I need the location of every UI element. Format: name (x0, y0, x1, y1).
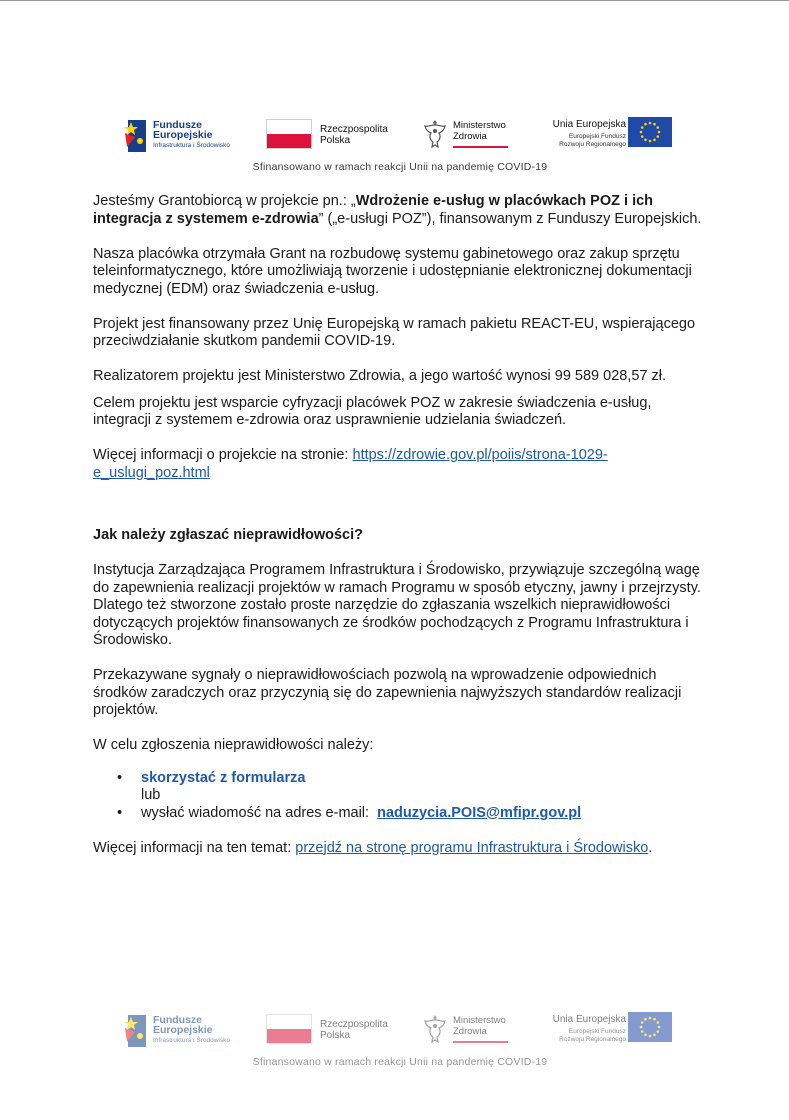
list-item-form (117, 769, 705, 805)
bullet: • (117, 769, 123, 786)
rp-line1: Rzeczpospolita (320, 124, 388, 135)
logo-ministerstwo-zdrowia (422, 1012, 532, 1048)
logo-row (120, 115, 680, 155)
eu-flag-icon (628, 1012, 672, 1042)
fe-subtitle: Infrastruktura i Środowisko (153, 1037, 230, 1044)
report-intro-paragraph: W celu zgłoszenia nieprawidłowości należy: (93, 737, 374, 753)
header-logo-bar (120, 115, 680, 177)
bullet: • (117, 804, 123, 821)
institution-paragraph: Instytucja Zarządzająca Programem Infrastruktura i Środowisko, przywiązuje szczególną wagę do zapewnienia realizacji projektów w ramach Programu w sposób etyczny, jawny i przejrzysty. Dlatego też stworzone zostało proste narzędzie do zgłaszania wszelkich nieprawidłowości dotyczących projektów finansowanych ze środków pochodzących z Programu Infrastruktura i Środowisko. (93, 562, 701, 648)
poland-flag-icon (266, 1014, 312, 1044)
logo-fundusze-europejskie (123, 1012, 243, 1048)
rp-line1: Rzeczpospolita (320, 1019, 388, 1030)
fe-star-mark-icon (123, 117, 149, 153)
program-info-paragraph: Więcej informacji na ten temat: przejdź na stronę programu Infrastruktura i Środowisko. (93, 839, 653, 856)
ue-line3: Rozwoju Regionalnego (559, 1036, 626, 1043)
signals-paragraph: Przekazywane sygnały o nieprawidłowościach pozwolą na wprowadzenie odpowiednich środków zaradczych oraz przyczynią się do zapewnienia najwyższych standardów realizacji projektów. (93, 667, 682, 718)
intro-paragraph: Jesteśmy Grantobiorcą w projekcie pn.: „Wdrożenie e-usług w placówkach POZ i ich integracja z systemem e-zdrowia” („e-usługi POZ”), finansowanym z Funduszy Europejskich. (93, 193, 702, 227)
logo-rzeczpospolita-polska (266, 119, 401, 151)
fe-title-line2: Europejskie (153, 1024, 213, 1036)
fe-title-line1: Fundusze (153, 1014, 202, 1026)
project-name: Wdrożenie e-usług w placówkach POZ i ich integracja z systemem e-zdrowia (93, 193, 654, 227)
mz-line2: Zdrowia (453, 131, 487, 142)
logo-fundusze-europejskie (123, 117, 243, 153)
logo-rzeczpospolita-polska (266, 1014, 401, 1046)
rp-line2: Polska (320, 1030, 351, 1041)
funding-caption: Sfinansowano w ramach reakcji Unii na pandemię COVID-19 (252, 161, 548, 173)
logo-ministerstwo-zdrowia (422, 117, 532, 153)
logo-unia-europejska (539, 117, 680, 153)
ue-line1: Unia Europejska (552, 1014, 626, 1025)
report-options-list (93, 770, 705, 823)
fe-star-mark-icon (123, 1012, 149, 1048)
ue-line2: Europejski Fundusz (568, 1028, 626, 1035)
mz-red-underline (453, 146, 508, 148)
rp-line2: Polska (320, 135, 351, 146)
poland-flag-icon (266, 119, 312, 149)
eagle-emblem-icon (422, 1013, 448, 1045)
eagle-emblem-icon (422, 118, 448, 150)
email-link[interactable]: naduzycia.POIS@mfipr.gov.pl (377, 804, 582, 821)
fe-title-line2: Europejskie (153, 129, 213, 141)
more-info-paragraph: Więcej informacji o projekcie na stronie: https://zdrowie.gov.pl/poiis/strona-1029- e_uslugi_poz.html (93, 447, 608, 481)
logo-unia-europejska (539, 1012, 680, 1048)
fe-subtitle: Infrastruktura i Środowisko (153, 142, 230, 149)
form-link[interactable]: skorzystać z formularza (141, 769, 306, 786)
goal-paragraph: Celem projektu jest wsparcie cyfryzacji placówek POZ w zakresie świadczenia e-usług, integracji z systemem e-zdrowia oraz usprawnienie udzielania świadczeń. (93, 394, 652, 428)
or-text: lub (141, 787, 161, 803)
list-item-email: • wysłać wiadomość na adres e-mail: naduzycia.POIS@mfipr.gov.pl (117, 804, 582, 821)
mz-red-underline (453, 1041, 508, 1043)
eu-flag-icon (628, 117, 672, 147)
project-url-link[interactable]: https://zdrowie.gov.pl/poiis/strona-1029- e_uslugi_poz.html (93, 447, 608, 481)
ue-line2: Europejski Fundusz (568, 133, 626, 140)
footer-logo-bar (120, 1010, 680, 1072)
main-content (93, 193, 705, 857)
ue-line1: Unia Europejska (552, 119, 626, 130)
funding-caption: Sfinansowano w ramach reakcji Unii na pandemię COVID-19 (252, 1056, 548, 1068)
section-heading: Jak należy zgłaszać nieprawidłowości? (93, 527, 363, 543)
mz-line1: Ministerstwo (453, 120, 506, 131)
value-paragraph: Realizatorem projektu jest Ministerstwo Zdrowia, a jego wartość wynosi 99 589 028,57 zł. (93, 368, 667, 384)
grant-paragraph: Nasza placówka otrzymała Grant na rozbudowę systemu gabinetowego oraz zakup sprzętu teleinformatycznego, które umożliwiają tworzenie i udostępnianie elektronicznej dokumentacji medycznej (EDM) oraz świadczenia e-usług. (93, 245, 692, 297)
mz-line2: Zdrowia (453, 1026, 487, 1037)
fe-title-line1: Fundusze (153, 119, 202, 131)
program-link[interactable]: przejdź na stronę programu Infrastruktura i Środowisko (295, 839, 649, 856)
ue-line3: Rozwoju Regionalnego (559, 141, 626, 148)
top-border-line (0, 0, 789, 1)
logo-row (120, 1010, 680, 1050)
mz-line1: Ministerstwo (453, 1015, 506, 1026)
financing-paragraph: Projekt jest finansowany przez Unię Europejską w ramach pakietu REACT-EU, wspierającego przeciwdziałanie skutkom pandemii COVID-19. (93, 315, 696, 349)
